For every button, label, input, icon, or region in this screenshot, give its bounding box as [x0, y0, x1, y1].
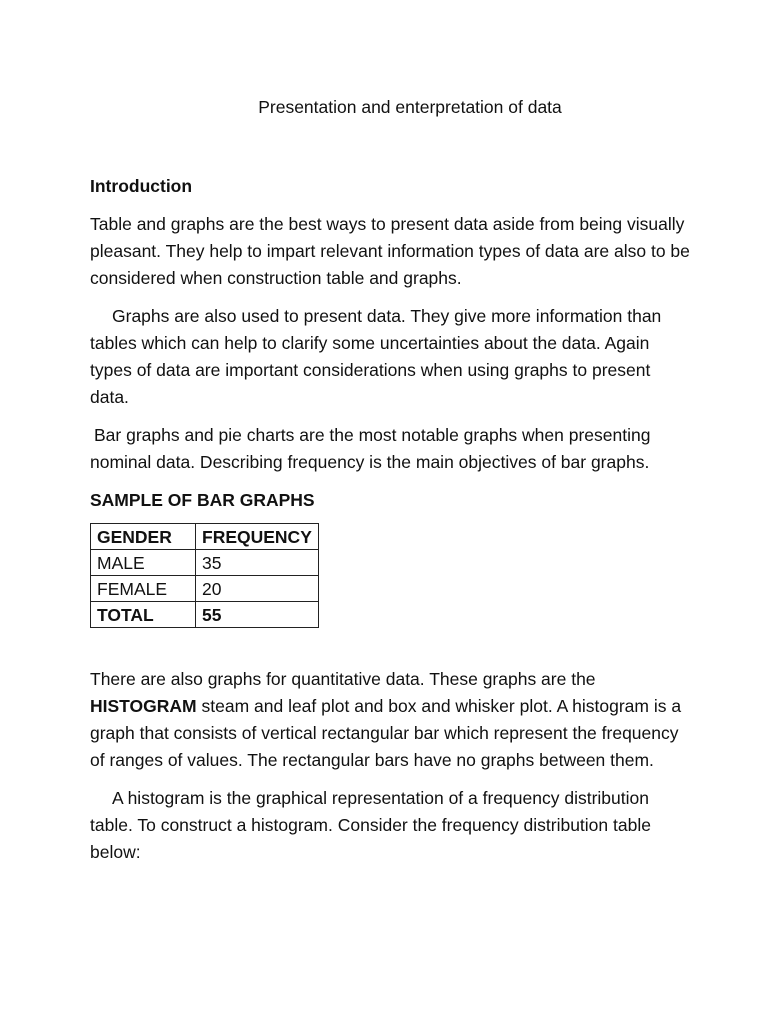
sample-heading: SAMPLE OF BAR GRAPHS: [90, 490, 315, 510]
table-cell: MALE: [91, 550, 196, 576]
table-header-cell: GENDER: [91, 524, 196, 550]
paragraph-4-pre: There are also graphs for quantitative data. These graphs are the: [90, 669, 596, 689]
table-cell: TOTAL: [91, 602, 196, 628]
document-body: [90, 94, 690, 877]
table-cell: 20: [196, 576, 319, 602]
paragraph-3: Bar graphs and pie charts are the most notable graphs when presenting nominal data. Describing frequency is the main objectives of bar graphs.: [90, 425, 651, 472]
paragraph-2: Graphs are also used to present data. They give more information than tables which can help to clarify some uncertainties about the data. Again types of data are important considerations when using graphs to present data.: [90, 306, 662, 407]
paragraph-1: Table and graphs are the best ways to present data aside from being visually pleasant. They help to impart relevant information types of data are also to be considered when construction table and graphs.: [90, 214, 690, 288]
paragraph-5: A histogram is the graphical representation of a frequency distribution table. To construct a histogram. Consider the frequency distribution table below:: [90, 788, 651, 862]
table-cell: FEMALE: [91, 576, 196, 602]
document-title: Presentation and enterpretation of data: [258, 97, 562, 117]
table-row: [91, 576, 319, 602]
table-cell: 35: [196, 550, 319, 576]
paragraph-4-post: steam and leaf plot and box and whisker plot. A histogram is a graph that consists of vertical rectangular bar which represent the frequency of ranges of values. The rectangular bars have no graphs between them.: [90, 696, 682, 770]
paragraph-4: [90, 666, 690, 774]
table-row: [91, 550, 319, 576]
frequency-table: [90, 523, 319, 628]
table-total-row: [91, 602, 319, 628]
table-cell: 55: [196, 602, 319, 628]
table-header-cell: FREQUENCY: [196, 524, 319, 550]
histogram-term: HISTOGRAM: [90, 696, 197, 716]
intro-heading: Introduction: [90, 176, 193, 196]
table-header-row: [91, 524, 319, 550]
